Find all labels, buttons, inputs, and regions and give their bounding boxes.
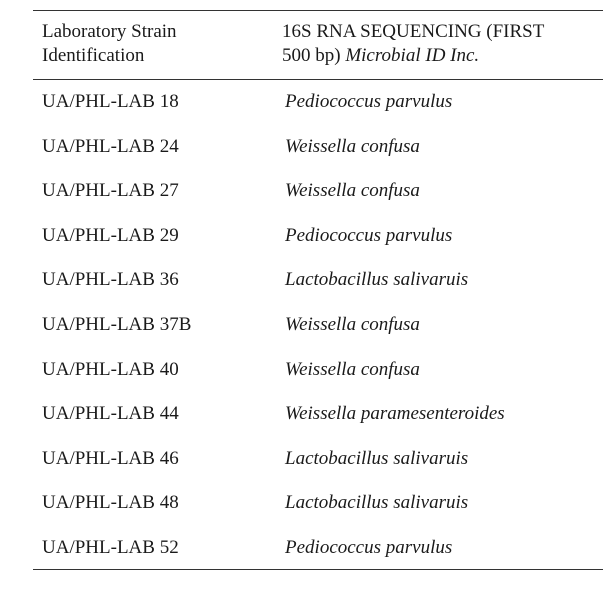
species-cell: Pediococcus parvulus — [285, 91, 453, 112]
table-row — [33, 356, 603, 401]
strain-cell: UA/PHL-LAB 44 — [42, 403, 179, 425]
species-cell: Pediococcus parvulus — [285, 536, 453, 558]
table-row — [33, 88, 603, 133]
table-row — [33, 489, 603, 534]
species-cell: Weissella paramesenteroides — [285, 403, 505, 425]
species-cell: Weissella confusa — [285, 135, 420, 157]
column-header-strain-line1: Laboratory Strain — [42, 21, 177, 42]
table-row — [33, 266, 603, 311]
column-header-strain-line2: Identification — [42, 45, 145, 66]
strain-cell: UA/PHL-LAB 18 — [42, 91, 179, 112]
column-header-sequencing-line2 — [282, 44, 602, 68]
species-cell: Weissella confusa — [285, 313, 420, 335]
species-cell: Lactobacillus salivaruis — [285, 269, 469, 291]
column-header-sequencing — [282, 20, 602, 68]
strain-cell: UA/PHL-LAB 37B — [42, 313, 192, 335]
strain-cell: UA/PHL-LAB 46 — [42, 447, 179, 469]
table-row — [33, 311, 603, 356]
table-bottom-rule — [33, 569, 603, 570]
strain-cell: UA/PHL-LAB 24 — [42, 135, 179, 157]
strain-cell: UA/PHL-LAB 29 — [42, 224, 179, 246]
table-row — [33, 400, 603, 445]
strain-cell: UA/PHL-LAB 52 — [42, 536, 179, 558]
table-row — [33, 534, 603, 579]
species-cell: Pediococcus parvulus — [285, 224, 453, 246]
table-top-rule — [33, 10, 603, 11]
species-cell: Lactobacillus salivaruis — [285, 447, 469, 469]
species-cell: Weissella confusa — [285, 180, 420, 202]
table-row — [33, 222, 603, 267]
strain-cell: UA/PHL-LAB 48 — [42, 492, 179, 514]
column-header-sequencing-provider: Microbial ID Inc. — [345, 45, 480, 66]
column-header-sequencing-line1: 16S RNA SEQUENCING (FIRST — [282, 21, 545, 42]
strain-cell: UA/PHL-LAB 27 — [42, 180, 179, 202]
table-row — [33, 177, 603, 222]
species-cell: Weissella confusa — [285, 358, 420, 380]
strain-cell: UA/PHL-LAB 36 — [42, 269, 179, 291]
column-header-strain — [42, 20, 262, 68]
column-header-sequencing-plain: 500 bp) — [282, 45, 346, 66]
table-header-rule — [33, 79, 603, 80]
strain-cell: UA/PHL-LAB 40 — [42, 358, 179, 380]
species-cell: Lactobacillus salivaruis — [285, 492, 469, 514]
table-row — [33, 445, 603, 490]
table-body — [33, 88, 603, 579]
table-row — [33, 133, 603, 178]
